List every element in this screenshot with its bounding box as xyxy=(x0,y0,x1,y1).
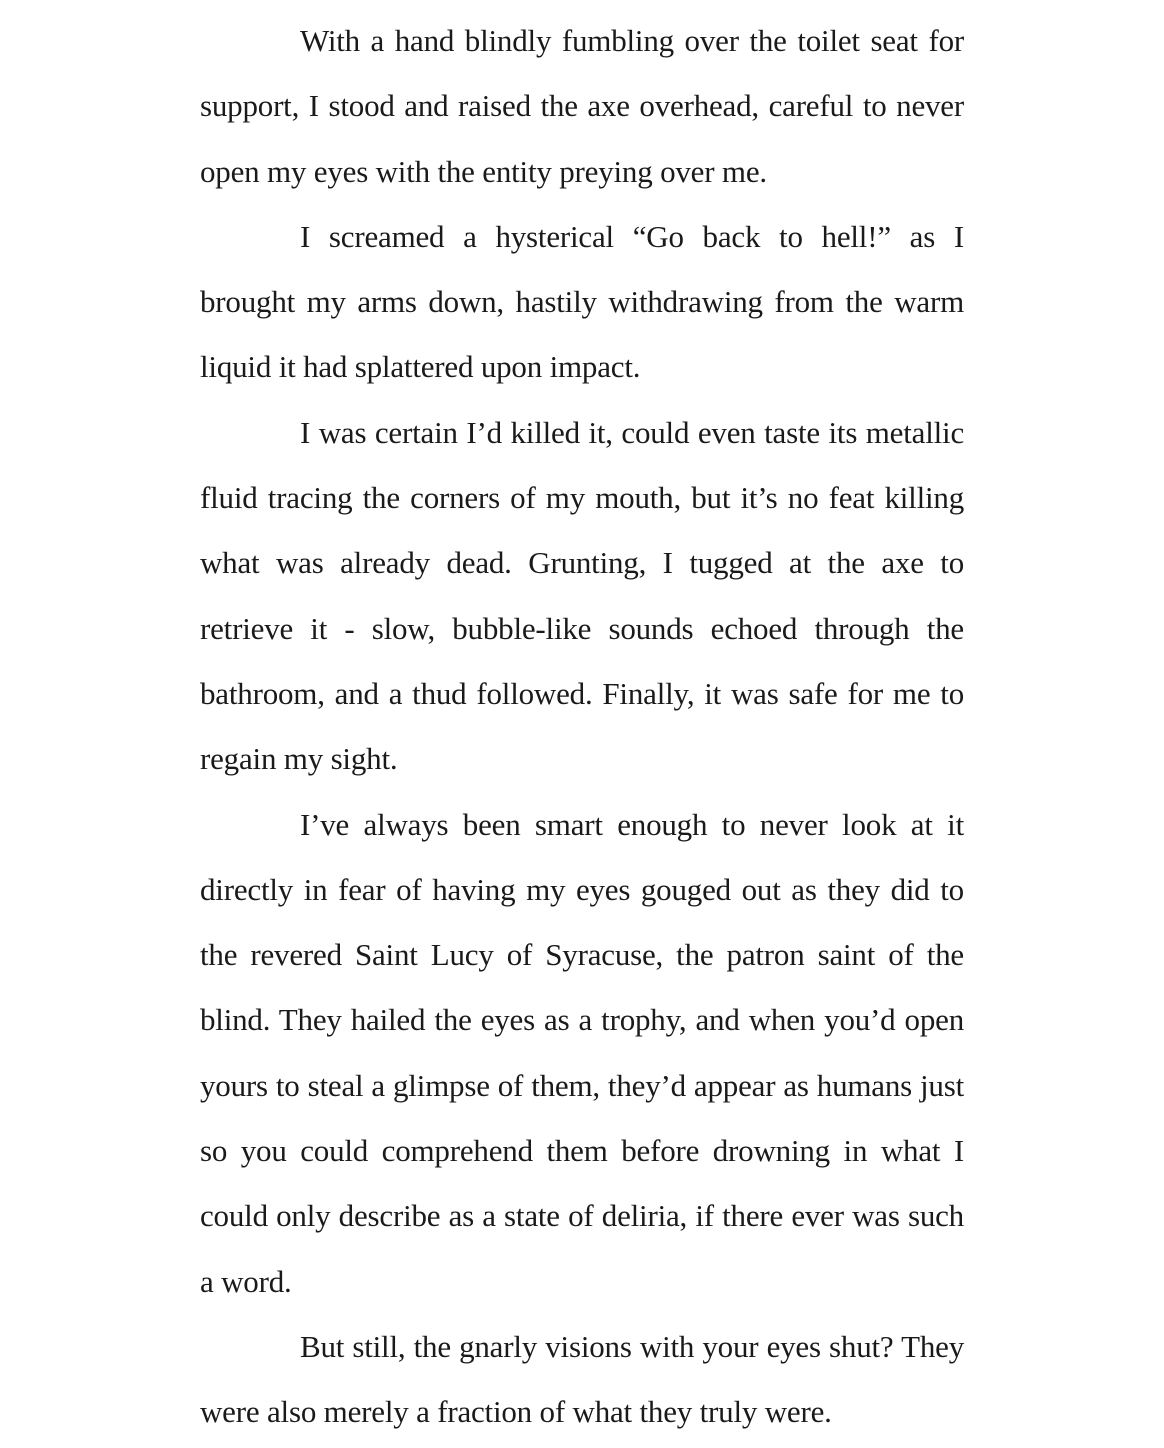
paragraph-2: I screamed a hysterical “Go back to hell!” as I brought my arms down, hastily withdrawing from the warm liquid it had splattered upon impact. xyxy=(200,218,964,385)
paragraph-3: I was certain I’d killed it, could even taste its metallic fluid tracing the corners of my mouth, but it’s no feat killing what was already dead. Grunting, I tugged at the axe to retrieve it - slow, bubble-like sounds echoed through the bathroom, and a thud followed. Finally, it was safe for me to regain my sight. xyxy=(200,414,964,777)
paragraph-5: But still, the gnarly visions with your eyes shut? They were also merely a fraction of what they truly were. xyxy=(200,1328,964,1430)
document-page xyxy=(200,8,964,1445)
paragraph-4: I’ve always been smart enough to never look at it directly in fear of having my eyes gouged out as they did to the revered Saint Lucy of Syracuse, the patron saint of the blind. They hailed the eyes as a trophy, and when you’d open yours to steal a glimpse of them, they’d appear as humans just so you could comprehend them before drowning in what I could only describe as a state of deliria, if there ever was such a word. xyxy=(200,806,964,1299)
paragraph-1: With a hand blindly fumbling over the toilet seat for support, I stood and raised the axe overhead, careful to never open my eyes with the entity preying over me. xyxy=(200,23,964,189)
